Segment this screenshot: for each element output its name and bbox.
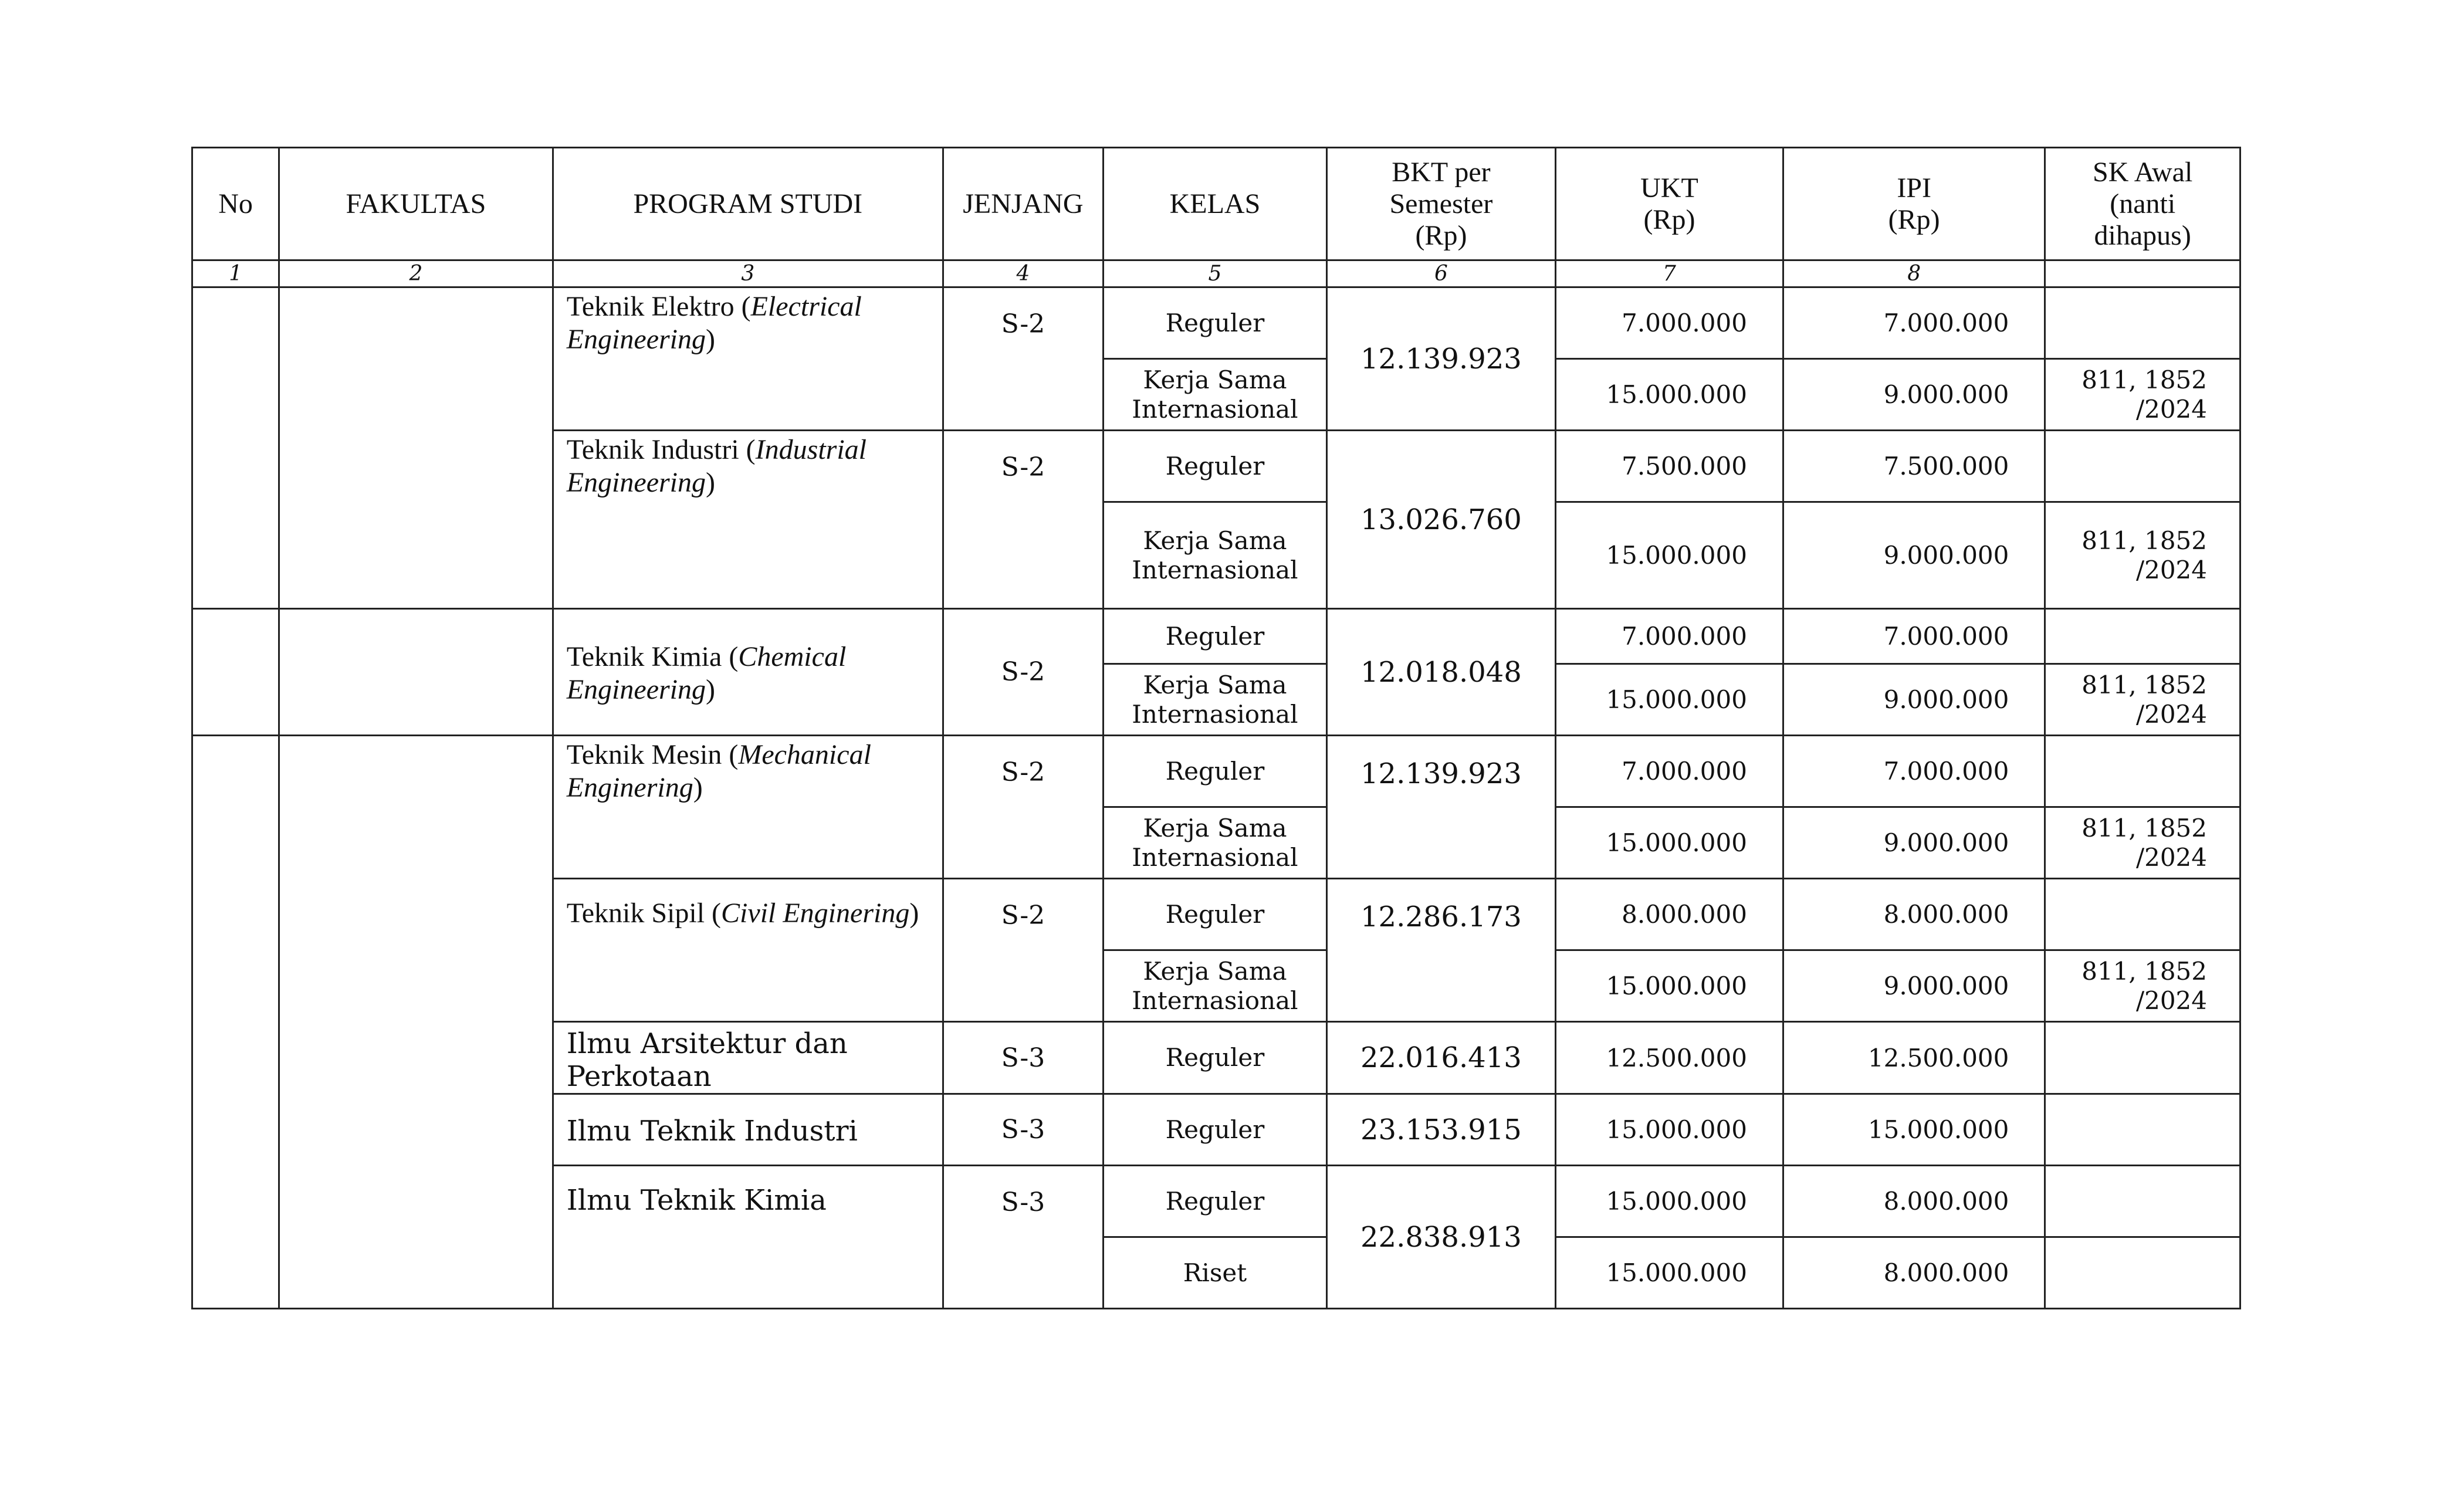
ukt-cell: 15.000.000 [1555, 1166, 1783, 1237]
sk-cell: 811, 1852 /2024 [2045, 807, 2240, 879]
kelas-cell: Reguler [1103, 1166, 1326, 1237]
header-program-studi: PROGRAM STUDI [553, 148, 943, 260]
jenjang-cell: S-2 [943, 609, 1103, 736]
ukt-cell: 8.000.000 [1555, 879, 1783, 950]
ipi-cell: 7.000.000 [1783, 609, 2045, 664]
ukt-cell: 7.000.000 [1555, 609, 1783, 664]
kelas-cell: Reguler [1103, 1094, 1326, 1166]
sk-cell [2045, 287, 2240, 359]
fakultas-cell [279, 736, 553, 1309]
bkt-cell: 12.018.048 [1326, 609, 1555, 736]
ukt-cell: 7.000.000 [1555, 736, 1783, 807]
ipi-cell: 7.000.000 [1783, 736, 2045, 807]
sk-cell [2045, 1022, 2240, 1094]
fee-table [191, 147, 2241, 1309]
sk-cell [2045, 736, 2240, 807]
header-sk-line2: (nanti [2110, 188, 2176, 219]
ipi-cell: 7.000.000 [1783, 287, 2045, 359]
bkt-cell: 13.026.760 [1326, 431, 1555, 609]
column-number [2045, 260, 2240, 287]
column-number: 5 [1103, 260, 1326, 287]
bkt-cell: 22.016.413 [1326, 1022, 1555, 1094]
fakultas-cell [279, 287, 553, 609]
kelas-cell: Reguler [1103, 879, 1326, 950]
kelas-cell: Reguler [1103, 1022, 1326, 1094]
fakultas-cell [279, 609, 553, 736]
jenjang-cell: S-2 [943, 879, 1103, 1022]
ukt-cell: 15.000.000 [1555, 807, 1783, 879]
no-cell [192, 736, 279, 1309]
header-bkt [1326, 148, 1555, 260]
header-jenjang: JENJANG [943, 148, 1103, 260]
header-kelas: KELAS [1103, 148, 1326, 260]
ipi-cell: 15.000.000 [1783, 1094, 2045, 1166]
no-cell [192, 287, 279, 609]
sk-cell [2045, 1166, 2240, 1237]
sk-cell [2045, 1237, 2240, 1309]
ipi-cell: 12.500.000 [1783, 1022, 2045, 1094]
program-studi-cell: Teknik Sipil (Civil Enginering) [553, 879, 943, 1022]
sk-cell: 811, 1852 /2024 [2045, 950, 2240, 1022]
ukt-cell: 15.000.000 [1555, 664, 1783, 736]
jenjang-cell: S-3 [943, 1094, 1103, 1166]
sk-cell [2045, 609, 2240, 664]
header-bkt-line2: Semester [1389, 188, 1493, 219]
column-number: 3 [553, 260, 943, 287]
sk-cell [2045, 431, 2240, 502]
kelas-cell: Riset [1103, 1237, 1326, 1309]
ipi-cell: 8.000.000 [1783, 879, 2045, 950]
column-number: 7 [1555, 260, 1783, 287]
table-row [192, 736, 2240, 807]
column-number: 6 [1326, 260, 1555, 287]
ipi-cell: 8.000.000 [1783, 1166, 2045, 1237]
kelas-cell: Reguler [1103, 736, 1326, 807]
ukt-cell: 7.000.000 [1555, 287, 1783, 359]
table-row [192, 609, 2240, 664]
kelas-cell: Kerja Sama Internasional [1103, 502, 1326, 609]
bkt-cell: 12.286.173 [1326, 879, 1555, 1022]
no-cell [192, 609, 279, 736]
column-number: 1 [192, 260, 279, 287]
header-sk-line3: dihapus) [2094, 219, 2191, 251]
bkt-cell: 22.838.913 [1326, 1166, 1555, 1309]
ukt-cell: 15.000.000 [1555, 502, 1783, 609]
kelas-cell: Reguler [1103, 609, 1326, 664]
ipi-cell: 9.000.000 [1783, 359, 2045, 431]
ukt-cell: 15.000.000 [1555, 1237, 1783, 1309]
bkt-cell: 12.139.923 [1326, 736, 1555, 879]
program-studi-cell: Ilmu Teknik Industri [553, 1094, 943, 1166]
header-fakultas: FAKULTAS [279, 148, 553, 260]
sk-cell [2045, 879, 2240, 950]
header-ipi [1783, 148, 2045, 260]
ukt-cell: 15.000.000 [1555, 1094, 1783, 1166]
column-number-row [192, 260, 2240, 287]
ipi-cell: 9.000.000 [1783, 502, 2045, 609]
header-row [192, 148, 2240, 260]
sk-cell: 811, 1852 /2024 [2045, 359, 2240, 431]
ipi-cell: 9.000.000 [1783, 950, 2045, 1022]
program-studi-cell: Ilmu Teknik Kimia [553, 1166, 943, 1309]
bkt-cell: 12.139.923 [1326, 287, 1555, 431]
ipi-cell: 9.000.000 [1783, 664, 2045, 736]
table-row [192, 287, 2240, 359]
ipi-cell: 8.000.000 [1783, 1237, 2045, 1309]
ipi-cell: 9.000.000 [1783, 807, 2045, 879]
sk-cell [2045, 1094, 2240, 1166]
kelas-cell: Kerja Sama Internasional [1103, 359, 1326, 431]
header-ukt-line2: (Rp) [1643, 204, 1695, 235]
kelas-cell: Reguler [1103, 287, 1326, 359]
column-number: 8 [1783, 260, 2045, 287]
ukt-cell: 7.500.000 [1555, 431, 1783, 502]
jenjang-cell: S-2 [943, 736, 1103, 879]
sk-cell: 811, 1852 /2024 [2045, 664, 2240, 736]
jenjang-cell: S-3 [943, 1022, 1103, 1094]
header-ipi-line2: (Rp) [1888, 204, 1940, 235]
header-bkt-line3: (Rp) [1415, 219, 1467, 251]
program-studi-cell: Teknik Kimia (Chemical Engineering) [553, 609, 943, 736]
jenjang-cell: S-3 [943, 1166, 1103, 1309]
header-bkt-line1: BKT per [1392, 156, 1491, 188]
header-ukt-line1: UKT [1640, 172, 1698, 204]
header-ipi-line1: IPI [1897, 172, 1931, 204]
program-studi-cell: Ilmu Arsitektur dan Perkotaan [553, 1022, 943, 1094]
column-number: 2 [279, 260, 553, 287]
kelas-cell: Kerja Sama Internasional [1103, 807, 1326, 879]
ukt-cell: 15.000.000 [1555, 359, 1783, 431]
jenjang-cell: S-2 [943, 431, 1103, 609]
sk-cell: 811, 1852 /2024 [2045, 502, 2240, 609]
bkt-cell: 23.153.915 [1326, 1094, 1555, 1166]
header-sk-line1: SK Awal [2093, 156, 2193, 188]
ukt-cell: 15.000.000 [1555, 950, 1783, 1022]
program-studi-cell: Teknik Industri (Industrial Engineering) [553, 431, 943, 609]
program-studi-cell: Teknik Elektro (Electrical Engineering) [553, 287, 943, 431]
column-number: 4 [943, 260, 1103, 287]
header-ukt [1555, 148, 1783, 260]
jenjang-cell: S-2 [943, 287, 1103, 431]
header-no: No [192, 148, 279, 260]
kelas-cell: Kerja Sama Internasional [1103, 950, 1326, 1022]
program-studi-cell: Teknik Mesin (Mechanical Enginering) [553, 736, 943, 879]
ukt-cell: 12.500.000 [1555, 1022, 1783, 1094]
header-sk-awal [2045, 148, 2240, 260]
kelas-cell: Kerja Sama Internasional [1103, 664, 1326, 736]
ipi-cell: 7.500.000 [1783, 431, 2045, 502]
kelas-cell: Reguler [1103, 431, 1326, 502]
